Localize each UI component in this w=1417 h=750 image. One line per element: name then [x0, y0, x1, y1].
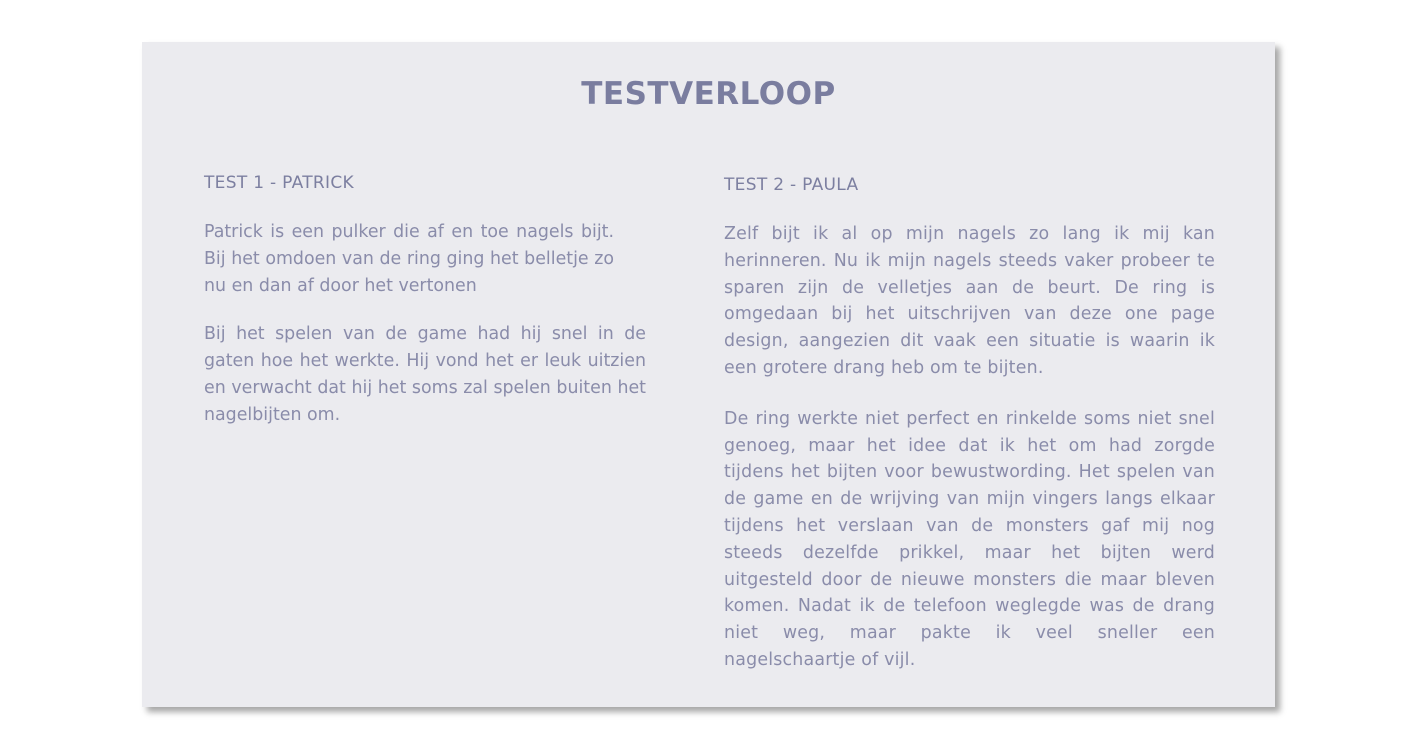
test2-section	[724, 175, 1215, 696]
test2-paragraph-1: Zelf bijt ik al op mijn nagels zo lang ik mij kan herinneren. Nu ik mijn nagels steeds vaker probeer te sparen zijn de velletjes aan de beurt. De ring is omgedaan bij het uitschrijven van deze one page design, aangezien dit vaak een situatie is waarin ik een grotere drang heb om te bijten.	[724, 224, 1215, 378]
document-card	[142, 42, 1275, 707]
test2-paragraph-2: De ring werkte niet perfect en rinkelde soms niet snel genoeg, maar het idee dat ik het om had zorgde tijdens het bijten voor bewustwording. Het spelen van de game en de wrijving van mijn vingers langs elkaar tijdens het verslaan van de monsters gaf mij nog steeds dezelfde prikkel, maar het bijten werd uitgesteld door de nieuwe monsters die maar bleven komen. Nadat ik de telefoon weglegde was de drang niet weg, maar pakte ik veel sneller een nagelschaartje of vijl.	[724, 408, 1215, 670]
test2-heading: TEST 2 - PAULA	[724, 175, 859, 195]
test1-paragraph-1: Patrick is een pulker die af en toe nagels bijt. Bij het omdoen van de ring ging het belletje zo nu en dan af door het vertonen	[204, 222, 614, 296]
page-title: TESTVERLOOP	[581, 76, 836, 112]
test1-section	[204, 173, 646, 451]
test1-paragraph-2: Bij het spelen van de game had hij snel in de gaten hoe het werkte. Hij vond het er leuk uitzien en verwacht dat hij het soms zal spelen buiten het nagelbijten om.	[204, 324, 646, 425]
test1-heading: TEST 1 - PATRICK	[204, 173, 354, 193]
